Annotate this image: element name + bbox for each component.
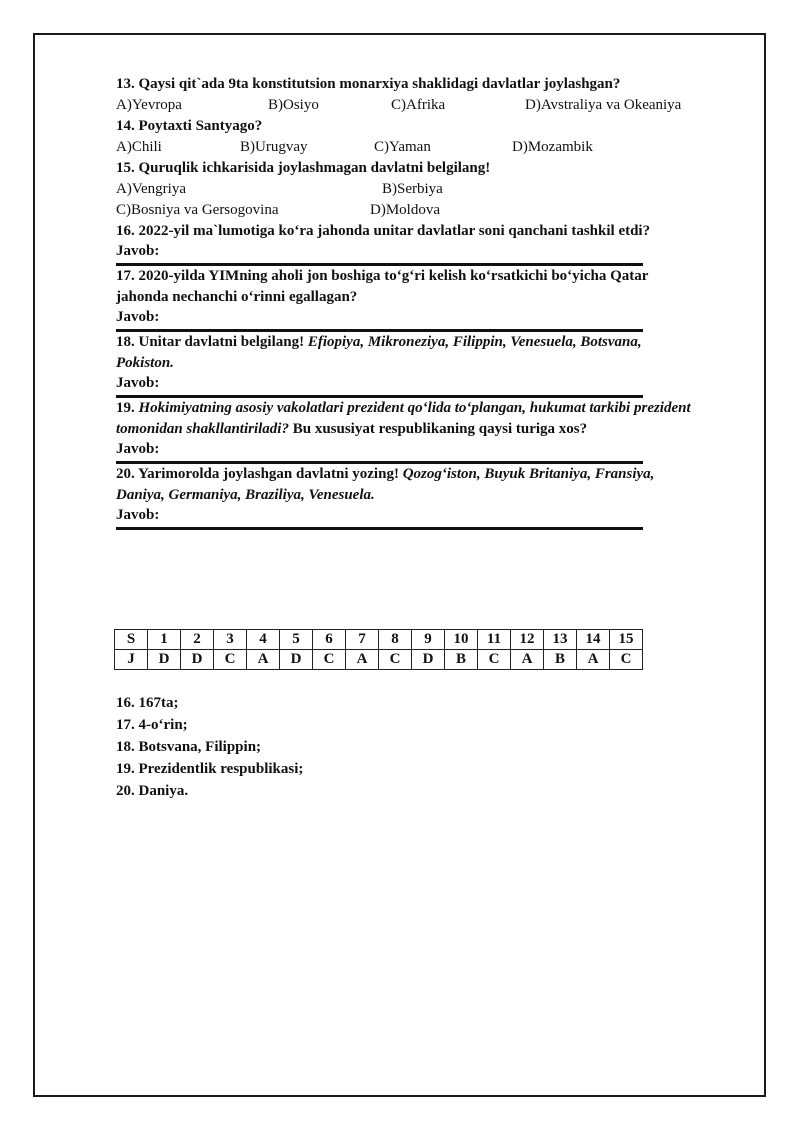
question-18-options-cont: Pokiston.: [116, 355, 174, 371]
key-value-cell: C: [214, 650, 247, 670]
key-header-cell: 11: [478, 630, 511, 650]
answer-line-18[interactable]: Javob:: [116, 374, 643, 398]
answer-key-table: [114, 629, 643, 670]
key-header-cell: 12: [511, 630, 544, 650]
question-16: 16. 2022-yil ma`lumotiga ko‘ra jahonda unitar davlatlar soni qanchani tashkil etdi?: [116, 223, 651, 239]
key-value-cell: D: [148, 650, 181, 670]
question-15: 15. Quruqlik ichkarisida joylashmagan davlatni belgilang!: [116, 160, 491, 176]
key-header-cell: 7: [346, 630, 379, 650]
question-15-options-row2: [116, 200, 736, 221]
question-14: 14. Poytaxti Santyago?: [116, 118, 263, 134]
question-13-options: [116, 95, 736, 116]
option-a: A)Chili: [116, 139, 162, 155]
question-14-options: [116, 137, 736, 158]
question-15-options-row1: [116, 179, 736, 200]
question-19-statement-cont: tomonidan shakllantiriladi?: [116, 421, 289, 437]
key-value-cell: C: [610, 650, 643, 670]
option-c: C)Yaman: [374, 139, 431, 155]
key-value-cell: A: [511, 650, 544, 670]
option-a: A)Yevropa: [116, 97, 182, 113]
key-value-cell: A: [577, 650, 610, 670]
question-18-line2: [116, 353, 736, 374]
key-value-cell: D: [181, 650, 214, 670]
key-value-cell: B: [544, 650, 577, 670]
option-d: D)Mozambik: [512, 139, 593, 155]
question-20-line2: [116, 485, 736, 506]
written-answer-18: 18. Botsvana, Filippin;: [116, 739, 262, 755]
question-19-statement: Hokimiyatning asosiy vakolatlari prezident qo‘lida to‘plangan, hukumat tarkibi prezident: [138, 400, 691, 416]
question-20-lead: 20. Yarimorolda joylashgan davlatni yozing!: [116, 466, 403, 482]
option-a: A)Vengriya: [116, 181, 186, 197]
answer-line-16[interactable]: Javob:: [116, 242, 643, 266]
question-19: [116, 398, 736, 419]
key-value-cell: A: [247, 650, 280, 670]
key-header-cell: 14: [577, 630, 610, 650]
key-value-cell: D: [280, 650, 313, 670]
key-header-cell: 5: [280, 630, 313, 650]
key-header-cell: 13: [544, 630, 577, 650]
option-b: B)Serbiya: [382, 181, 443, 197]
question-20-options: Qozog‘iston, Buyuk Britaniya, Fransiya,: [402, 466, 655, 482]
key-header-cell: S: [115, 630, 148, 650]
key-header-cell: 3: [214, 630, 247, 650]
key-header-cell: 8: [379, 630, 412, 650]
option-c: C)Afrika: [391, 97, 446, 113]
question-18-options: Efiopiya, Mikroneziya, Filippin, Venesuela, Botsvana,: [307, 334, 642, 350]
key-value-cell: J: [115, 650, 148, 670]
written-answer-16: 16. 167ta;: [116, 695, 179, 711]
written-answers: [116, 692, 303, 802]
answer-line-19[interactable]: Javob:: [116, 440, 643, 464]
question-20-options-cont: Daniya, Germaniya, Braziliya, Venesuela.: [116, 487, 375, 503]
key-header-cell: 1: [148, 630, 181, 650]
key-value-cell: C: [478, 650, 511, 670]
answer-line-20[interactable]: Javob:: [116, 506, 643, 530]
key-header-cell: 2: [181, 630, 214, 650]
question-20: [116, 464, 736, 485]
question-17-line1: 17. 2020-yilda YIMning aholi jon boshiga to‘g‘ri kelish ko‘rsatkichi bo‘yicha Qatar: [116, 268, 649, 284]
answer-line-17[interactable]: Javob:: [116, 308, 643, 332]
option-d: D)Avstraliya va Okeaniya: [525, 97, 682, 113]
key-value-cell: C: [313, 650, 346, 670]
key-value-cell: B: [445, 650, 478, 670]
answer-key-values-row: [115, 650, 643, 670]
questions-section: [116, 74, 736, 530]
answer-key-header-row: [115, 630, 643, 650]
option-d: D)Moldova: [370, 202, 440, 218]
key-value-cell: A: [346, 650, 379, 670]
written-answer-19: 19. Prezidentlik respublikasi;: [116, 761, 304, 777]
question-19-number: 19.: [116, 400, 139, 416]
question-17-line2: jahonda nechanchi o‘rinni egallagan?: [116, 289, 358, 305]
key-value-cell: C: [379, 650, 412, 670]
written-answer-20: 20. Daniya.: [116, 783, 189, 799]
key-header-cell: 9: [412, 630, 445, 650]
question-18-lead: 18. Unitar davlatni belgilang!: [116, 334, 308, 350]
key-header-cell: 15: [610, 630, 643, 650]
question-19-line2: [116, 419, 736, 440]
key-value-cell: D: [412, 650, 445, 670]
key-header-cell: 10: [445, 630, 478, 650]
option-b: B)Osiyo: [268, 97, 319, 113]
question-18: [116, 332, 736, 353]
key-header-cell: 4: [247, 630, 280, 650]
question-13: 13. Qaysi qit`ada 9ta konstitutsion monarxiya shaklidagi davlatlar joylashgan?: [116, 76, 621, 92]
written-answer-17: 17. 4-o‘rin;: [116, 717, 188, 733]
option-b: B)Urugvay: [240, 139, 308, 155]
key-header-cell: 6: [313, 630, 346, 650]
question-19-tail: Bu xususiyat respublikaning qaysi turiga xos?: [288, 421, 588, 437]
option-c: C)Bosniya va Gersogovina: [116, 202, 279, 218]
